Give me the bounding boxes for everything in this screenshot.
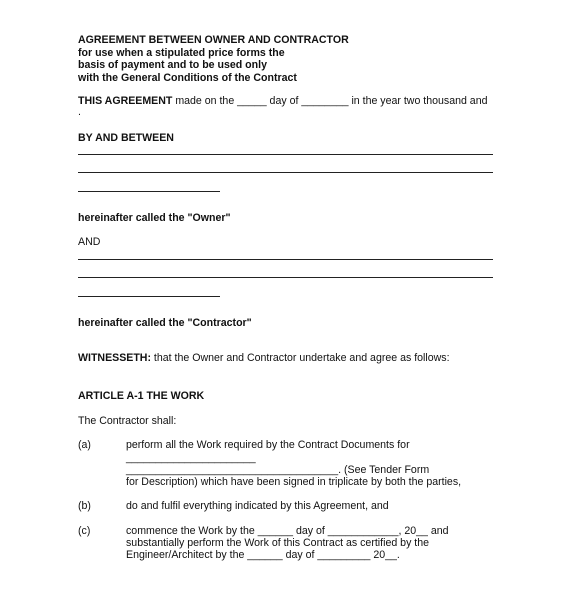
owner-caption: hereinafter called the "Owner" (78, 212, 231, 224)
witnesseth-text: that the Owner and Contractor undertake and agree as follows: (150, 352, 450, 364)
contractor-fill-line (78, 277, 493, 278)
agreement-label: THIS AGREEMENT (78, 95, 173, 107)
owner-fill-line (78, 154, 493, 155)
list-item-line: substantially perform the Work of this Contract as certified by the (126, 537, 430, 549)
contractor-fill-line (78, 296, 220, 297)
owner-fill-line (78, 172, 493, 173)
and-label: AND (78, 236, 101, 248)
list-item-line: perform all the Work required by the Contract Documents for (126, 439, 410, 451)
agreement-sentence (78, 95, 488, 108)
owner-fill-line (78, 191, 220, 192)
list-item-marker: (c) (78, 525, 91, 537)
agreement-text: made on the _____ day of ________ in the year two thousand and (172, 95, 488, 107)
article-heading: ARTICLE A-1 THE WORK (78, 390, 205, 402)
document-subtitle-line: basis of payment and to be used only (78, 59, 267, 71)
contractor-caption: hereinafter called the "Contractor" (78, 317, 252, 329)
contractor-fill-line (78, 259, 493, 260)
list-item-line: commence the Work by the ______ day of ____________, 20__ and (126, 525, 449, 537)
by-and-between-heading: BY AND BETWEEN (78, 132, 174, 144)
list-item-line: do and fulfil everything indicated by this Agreement, and (126, 500, 389, 512)
list-item-line: for Description) which have been signed in triplicate by both the parties, (126, 476, 462, 488)
witnesseth-label: WITNESSETH: (78, 352, 151, 364)
document-subtitle-line: for use when a stipulated price forms the (78, 47, 285, 59)
list-item-line: Engineer/Architect by the ______ day of _________ 20__. (126, 549, 400, 561)
list-item-line: ______________________ (126, 452, 256, 464)
document-subtitle-line: with the General Conditions of the Contract (78, 72, 297, 84)
list-item-marker: (b) (78, 500, 91, 512)
agreement-trailing-dot: . (78, 106, 81, 118)
witnesseth-sentence (78, 352, 450, 365)
contractor-shall-text: The Contractor shall: (78, 415, 177, 427)
list-item-marker: (a) (78, 439, 91, 451)
list-item-line: ____________________________________. (See Tender Form (126, 464, 430, 476)
document-title: AGREEMENT BETWEEN OWNER AND CONTRACTOR (78, 34, 349, 46)
